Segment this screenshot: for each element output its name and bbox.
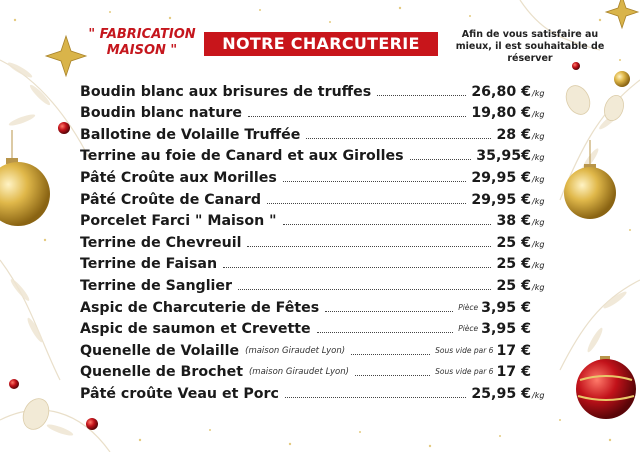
item-price: 17 € xyxy=(496,342,531,359)
red-bauble-icon xyxy=(58,122,70,134)
dot-leader xyxy=(223,267,491,268)
dot-leader xyxy=(248,116,466,117)
item-unit: /kg xyxy=(532,110,545,120)
item-unit: /kg xyxy=(532,218,545,228)
price-list-row xyxy=(80,165,548,187)
price-list-row xyxy=(80,101,548,123)
red-bauble-icon xyxy=(9,379,19,389)
item-detail: (maison Giraudet Lyon) xyxy=(245,345,346,356)
item-unit: /kg xyxy=(532,390,545,400)
dot-leader xyxy=(283,181,466,182)
price-list-row xyxy=(80,187,548,209)
item-price: 28 € xyxy=(496,126,531,143)
item-name: Quenelle de Brochet xyxy=(80,364,243,381)
item-name: Pâté Croûte de Canard xyxy=(80,191,262,208)
gold-star-icon xyxy=(606,0,638,28)
item-unit: /kg xyxy=(532,153,545,163)
item-name: Porcelet Farci " Maison " xyxy=(80,213,277,230)
red-bauble-icon xyxy=(576,356,636,419)
dot-leader xyxy=(238,289,491,290)
page-title: NOTRE CHARCUTERIE xyxy=(204,32,438,56)
dot-leader xyxy=(283,224,492,225)
fabrication-maison-label: " FABRICATION MAISON " xyxy=(88,27,196,58)
price-list xyxy=(80,79,548,403)
price-list-row xyxy=(80,79,548,101)
price-list-row xyxy=(80,295,548,317)
gold-bauble-icon xyxy=(564,140,616,219)
item-price: 3,95 € xyxy=(481,299,531,316)
item-unit: /kg xyxy=(532,282,545,292)
red-bauble-icon xyxy=(86,418,98,430)
dot-leader xyxy=(285,397,466,398)
item-unit: /kg xyxy=(532,88,545,98)
item-price: 35,95€ xyxy=(476,148,531,165)
price-list-row xyxy=(80,252,548,274)
price-list-row xyxy=(80,273,548,295)
price-list-row xyxy=(80,317,548,339)
item-unit-prefix: Sous vide par 6 xyxy=(435,345,494,355)
dot-leader xyxy=(355,375,430,376)
item-price: 19,80 € xyxy=(471,105,531,122)
item-price: 25 € xyxy=(496,234,531,251)
item-price: 3,95 € xyxy=(481,321,531,338)
item-unit-prefix: Sous vide par 6 xyxy=(435,367,494,377)
item-price: 29,95 € xyxy=(471,191,531,208)
dot-leader xyxy=(325,311,453,312)
item-name: Ballotine de Volaille Truffée xyxy=(80,126,301,143)
item-unit: /kg xyxy=(532,239,545,249)
item-name: Aspic de Charcuterie de Fêtes xyxy=(80,299,320,316)
item-name: Terrine de Sanglier xyxy=(80,277,233,294)
item-price: 29,95 € xyxy=(471,169,531,186)
price-list-row xyxy=(80,144,548,166)
item-price: 17 € xyxy=(496,364,531,381)
price-list-row xyxy=(80,122,548,144)
dot-leader xyxy=(377,95,466,96)
price-list-row xyxy=(80,230,548,252)
item-unit-prefix: Pièce xyxy=(458,324,479,334)
item-name: Terrine au foie de Canard et aux Girolles xyxy=(80,148,404,165)
gold-bauble-icon xyxy=(614,71,630,87)
item-price: 38 € xyxy=(496,213,531,230)
item-detail: (maison Giraudet Lyon) xyxy=(248,367,349,378)
dot-leader xyxy=(351,354,430,355)
item-name: Boudin blanc aux brisures de truffes xyxy=(80,83,372,100)
item-name: Pâté croûte Veau et Porc xyxy=(80,385,279,402)
item-name: Aspic de saumon et Crevette xyxy=(80,321,311,338)
item-price: 25 € xyxy=(496,256,531,273)
item-price: 26,80 € xyxy=(471,83,531,100)
dot-leader xyxy=(306,138,491,139)
item-unit: /kg xyxy=(532,261,545,271)
gold-bauble-icon xyxy=(0,130,50,226)
gold-star-icon xyxy=(46,36,86,76)
item-price: 25,95 € xyxy=(471,385,531,402)
item-unit: /kg xyxy=(532,174,545,184)
item-unit: /kg xyxy=(532,131,545,141)
item-price: 25 € xyxy=(496,277,531,294)
price-list-row xyxy=(80,209,548,231)
item-unit-prefix: Pièce xyxy=(458,302,479,312)
item-name: Pâté Croûte aux Morilles xyxy=(80,169,277,186)
reservation-note: Afin de vous satisfaire au mieux, il est souhaitable de réserver xyxy=(455,29,605,64)
dot-leader xyxy=(317,332,454,333)
price-list-row xyxy=(80,381,548,403)
item-unit: /kg xyxy=(532,196,545,206)
dot-leader xyxy=(410,159,472,160)
item-name: Boudin blanc nature xyxy=(80,105,242,122)
dot-leader xyxy=(267,203,466,204)
item-name: Terrine de Chevreuil xyxy=(80,234,242,251)
price-list-row xyxy=(80,338,548,360)
dot-leader xyxy=(247,246,491,247)
item-name: Terrine de Faisan xyxy=(80,256,218,273)
item-name: Quenelle de Volaille xyxy=(80,342,240,359)
price-list-row xyxy=(80,360,548,382)
